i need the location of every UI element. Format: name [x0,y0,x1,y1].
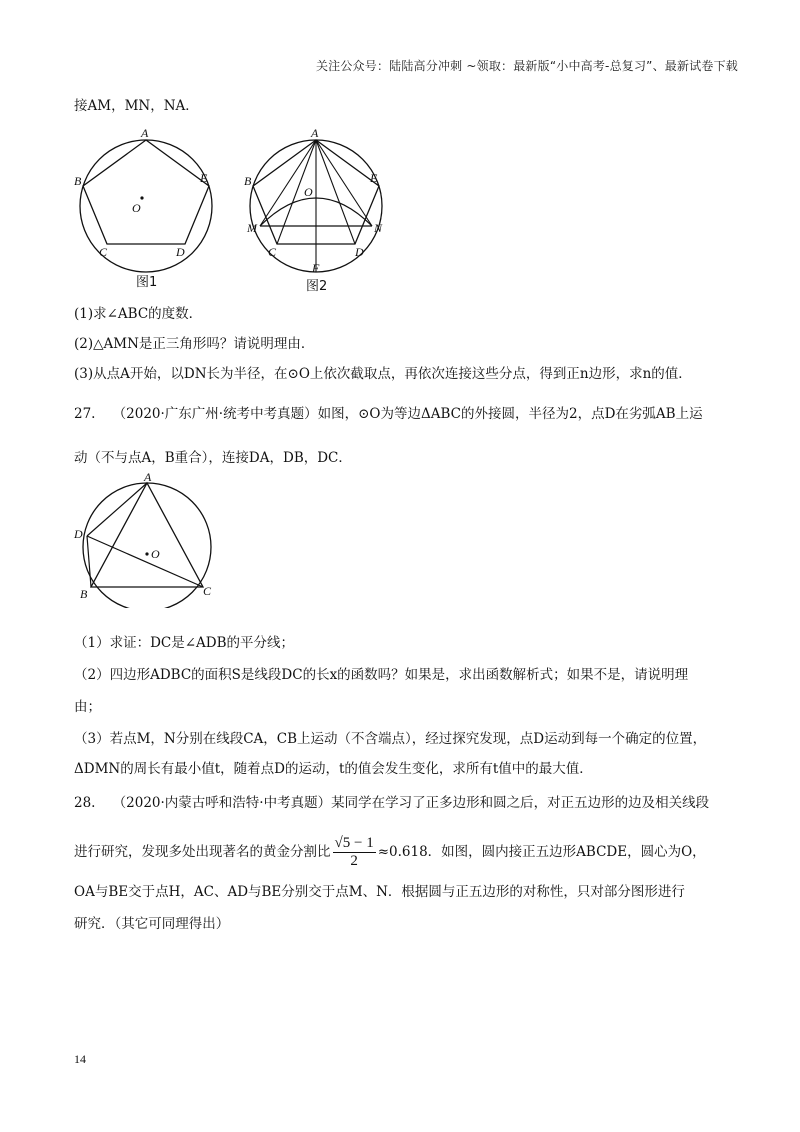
fig1-label-A: A [141,126,149,140]
fig2-label-M: M [247,221,257,235]
fig2-label-F: F [312,261,320,275]
q27-label-A: A [144,472,152,484]
q28-stem-line-4: 研究．（其它可同理得出） [74,916,230,932]
figure-2-pentagon-arc [240,126,400,296]
q28-stem-line-1 [74,793,709,813]
q27-label-C: C [203,584,212,598]
q28-stem-line-3: OA与BE交于点H，AC、AD与BE分别交于点M、N．根据圆与正五边形的对称性，只对部分图形进行 [74,884,685,900]
q27-number: 27. [74,406,96,422]
page-header: 关注公众号：陆陆高分冲刺 ~领取：最新版“小中高考-总复习”、最新试卷下载 [315,59,738,73]
fig2-label-C: C [268,245,277,259]
fraction-denominator: 2 [350,853,358,869]
q27-label-O: O [151,547,160,561]
q27-part-3-line-2: ΔDMN的周长有最小值t，随着点D的运动，t的值会发生变化，求所有t值中的最大值． [74,761,593,777]
fig2-label-D: D [355,245,364,259]
fig1-label-B: B [74,174,82,188]
q27-source: （2020·广东广州·统考中考真题） [112,406,318,422]
q26-intro: 接AM，MN，NA． [74,98,199,114]
fig2-label-B: B [244,174,252,188]
q27-part-3-line-1: （3）若点M，N分别在线段CA，CB上运动（不含端点），经过探究发现，点D运动到每一个确定的位置， [74,731,707,747]
fig2-label-E: E [370,171,378,185]
figure-q27-circle-triangle [72,472,222,608]
q27-stem-line-2: 动（不与点A，B重合），连接DA，DB，DC． [74,450,352,466]
golden-ratio-fraction [333,835,376,870]
q27-part-1: （1）求证：DC是∠ADB的平分线； [74,635,295,651]
q26-part-1: (1)求∠ABC的度数． [74,306,203,322]
fig1-label-O: O [132,201,141,215]
q28-stem-line-2 [74,832,706,872]
q26-part-2: (2)△AMN是正三角形吗？请说明理由． [74,336,315,352]
fig2-label-O: O [304,185,313,199]
fig2-label-A: A [311,126,319,140]
q28-number: 28. [74,795,96,811]
fig2-label-N: N [374,221,383,235]
q27-part-2-line-1: （2）四边形ADBC的面积S是线段DC的长x的函数吗？如果是，求出函数解析式；如果不是，请说明理 [74,667,689,683]
page-number: 14 [74,1052,86,1066]
fig1-label-E: E [200,171,208,185]
fig2-caption: 图2 [306,279,328,294]
q27-label-D: D [74,527,83,541]
q27-stem-a: 如图，⊙O为等边ΔABC的外接圆，半径为2，点D在劣弧AB上运 [317,406,703,422]
q27-part-2-line-2: 由； [74,699,101,715]
q28-stem-a: 某同学在学习了正多边形和圆之后，对正五边形的边及相关线段 [331,795,710,811]
q27-stem-line-1 [74,404,703,424]
fraction-numerator: √5 − 1 [334,835,374,851]
q28-source: （2020·内蒙古呼和浩特·中考真题） [112,795,332,811]
q28-stem-b2: ≈0.618．如图，圆内接正五边形ABCDE，圆心为O， [377,844,706,860]
q26-part-3: (3)从点A开始，以DN长为半径，在⊙O上依次截取点，再依次连接这些分点，得到正n边形，求n的值． [74,366,692,382]
q28-stem-b1: 进行研究，发现多处出现著名的黄金分割比 [74,844,331,860]
fig1-label-D: D [176,245,185,259]
fig1-label-C: C [99,245,108,259]
q27-label-B: B [80,587,88,601]
fig1-caption: 图1 [136,275,158,290]
figure-1-pentagon [72,126,222,296]
